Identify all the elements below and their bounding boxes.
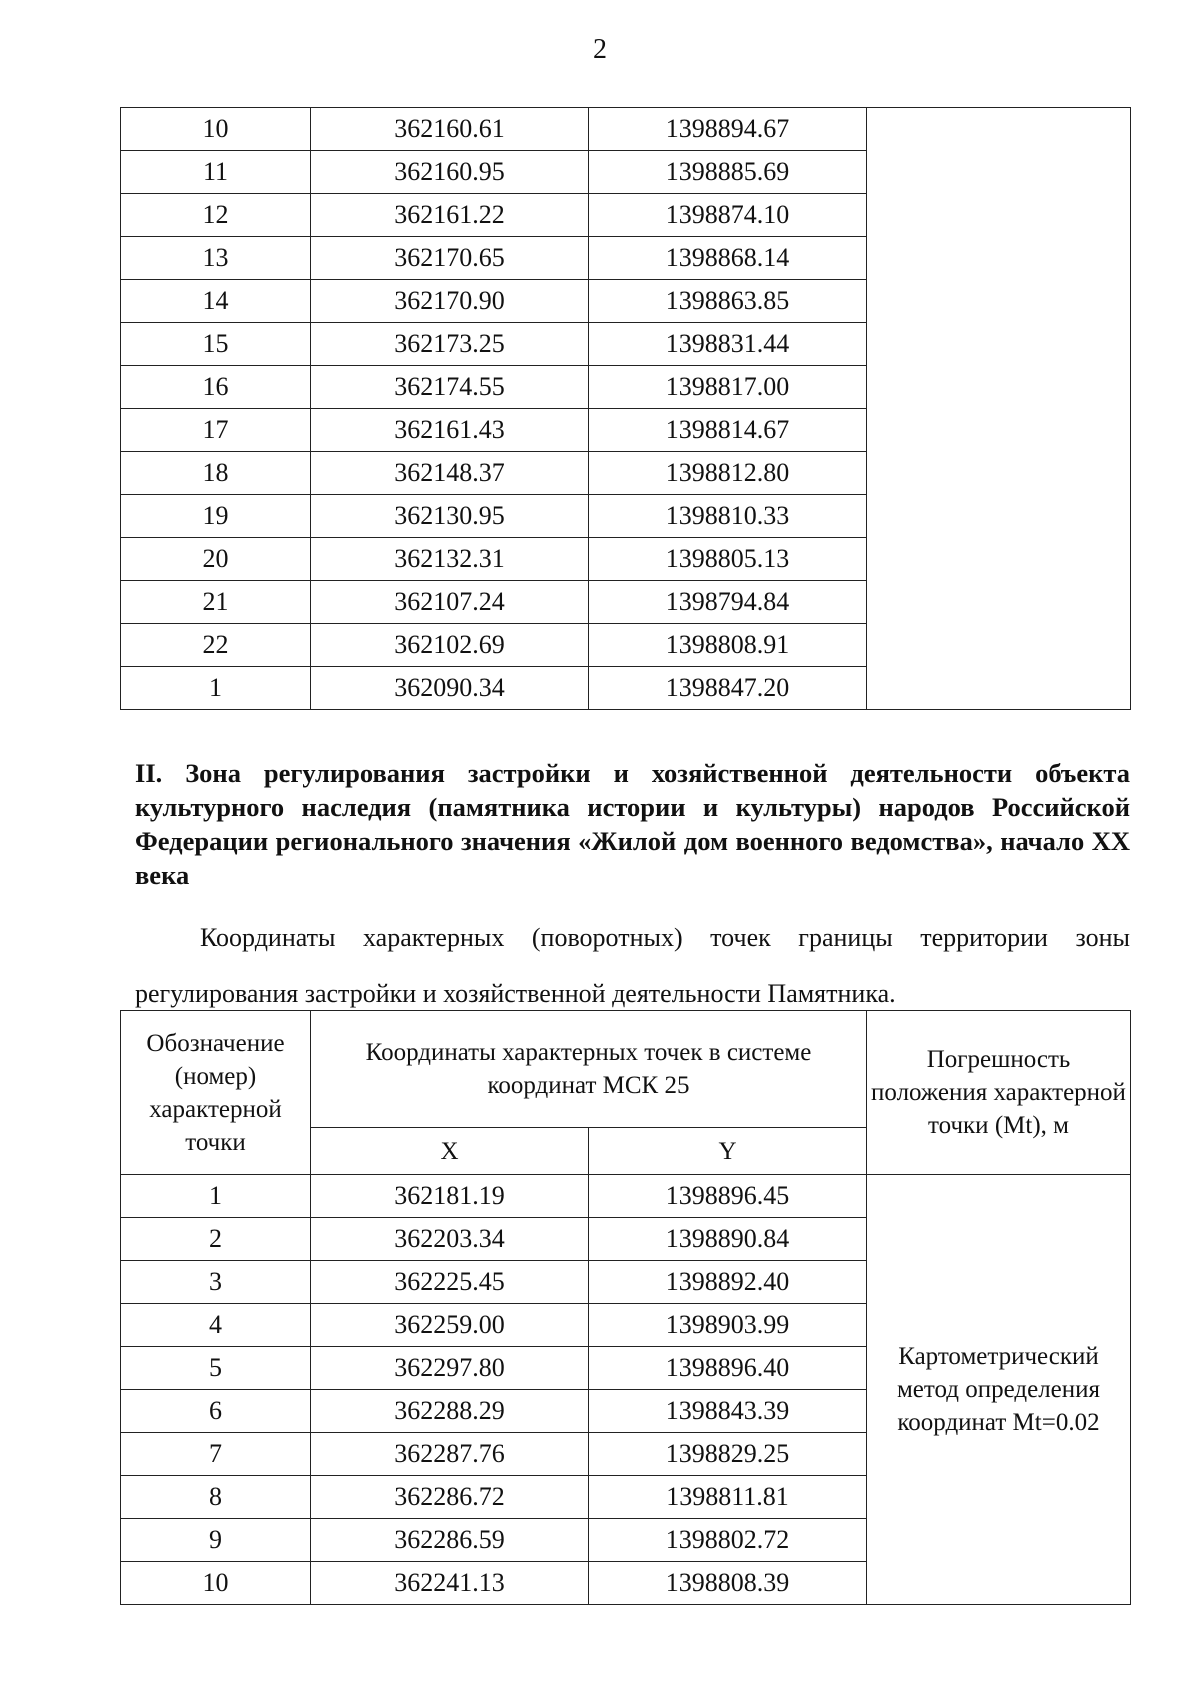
y-coordinate-cell: 1398890.84 [589, 1218, 867, 1261]
point-number-cell: 22 [121, 624, 311, 667]
x-coordinate-cell: 362161.43 [311, 409, 589, 452]
y-coordinate-cell: 1398868.14 [589, 237, 867, 280]
y-coordinate-cell: 1398863.85 [589, 280, 867, 323]
y-coordinate-cell: 1398892.40 [589, 1261, 867, 1304]
y-coordinate-cell: 1398874.10 [589, 194, 867, 237]
point-number-cell: 10 [121, 1562, 311, 1605]
point-number-cell: 18 [121, 452, 311, 495]
x-coordinate-cell: 362170.90 [311, 280, 589, 323]
x-coordinate-cell: 362259.00 [311, 1304, 589, 1347]
point-number-cell: 11 [121, 151, 311, 194]
point-number-cell: 20 [121, 538, 311, 581]
point-number-cell: 19 [121, 495, 311, 538]
y-coordinate-cell: 1398831.44 [589, 323, 867, 366]
point-number-cell: 10 [121, 108, 311, 151]
x-coordinate-cell: 362288.29 [311, 1390, 589, 1433]
y-coordinate-cell: 1398885.69 [589, 151, 867, 194]
x-coordinate-cell: 362286.72 [311, 1476, 589, 1519]
point-number-cell: 3 [121, 1261, 311, 1304]
section-intro-paragraph: Координаты характерных (поворотных) точек границы территории зоны регулирования застройки и хозяйственной деятельности Памятника. [135, 923, 1130, 1008]
coordinates-table-continued [120, 107, 1131, 710]
header-x: X [311, 1128, 589, 1175]
header-coordinates: Координаты характерных точек в системе координат МСК 25 [311, 1011, 867, 1128]
header-error: Погрешность положения характерной точки (Mt), м [867, 1011, 1131, 1175]
x-coordinate-cell: 362286.59 [311, 1519, 589, 1562]
point-number-cell: 5 [121, 1347, 311, 1390]
x-coordinate-cell: 362174.55 [311, 366, 589, 409]
point-number-cell: 7 [121, 1433, 311, 1476]
x-coordinate-cell: 362241.13 [311, 1562, 589, 1605]
header-y: Y [589, 1128, 867, 1175]
y-coordinate-cell: 1398808.91 [589, 624, 867, 667]
x-coordinate-cell: 362148.37 [311, 452, 589, 495]
method-note-cell: Картометрический метод определения координат Mt=0.02 [867, 1175, 1131, 1605]
y-coordinate-cell: 1398808.39 [589, 1562, 867, 1605]
point-number-cell: 21 [121, 581, 311, 624]
point-number-cell: 14 [121, 280, 311, 323]
header-designation: Обозначение (номер) характерной точки [121, 1011, 311, 1175]
point-number-cell: 12 [121, 194, 311, 237]
x-coordinate-cell: 362130.95 [311, 495, 589, 538]
x-coordinate-cell: 362297.80 [311, 1347, 589, 1390]
x-coordinate-cell: 362090.34 [311, 667, 589, 710]
x-coordinate-cell: 362132.31 [311, 538, 589, 581]
coordinates-table-zone [120, 1010, 1131, 1605]
point-number-cell: 2 [121, 1218, 311, 1261]
y-coordinate-cell: 1398829.25 [589, 1433, 867, 1476]
y-coordinate-cell: 1398814.67 [589, 409, 867, 452]
y-coordinate-cell: 1398896.40 [589, 1347, 867, 1390]
table-row [121, 108, 1131, 151]
x-coordinate-cell: 362173.25 [311, 323, 589, 366]
y-coordinate-cell: 1398896.45 [589, 1175, 867, 1218]
point-number-cell: 13 [121, 237, 311, 280]
y-coordinate-cell: 1398903.99 [589, 1304, 867, 1347]
x-coordinate-cell: 362160.61 [311, 108, 589, 151]
y-coordinate-cell: 1398811.81 [589, 1476, 867, 1519]
x-coordinate-cell: 362181.19 [311, 1175, 589, 1218]
y-coordinate-cell: 1398843.39 [589, 1390, 867, 1433]
point-number-cell: 1 [121, 667, 311, 710]
x-coordinate-cell: 362170.65 [311, 237, 589, 280]
y-coordinate-cell: 1398812.80 [589, 452, 867, 495]
y-coordinate-cell: 1398805.13 [589, 538, 867, 581]
point-number-cell: 9 [121, 1519, 311, 1562]
x-coordinate-cell: 362160.95 [311, 151, 589, 194]
x-coordinate-cell: 362102.69 [311, 624, 589, 667]
y-coordinate-cell: 1398794.84 [589, 581, 867, 624]
y-coordinate-cell: 1398847.20 [589, 667, 867, 710]
y-coordinate-cell: 1398894.67 [589, 108, 867, 151]
x-coordinate-cell: 362107.24 [311, 581, 589, 624]
section-heading: II. Зона регулирования застройки и хозяйственной деятельности объекта культурного наследия (памятника истории и культуры) народов Российской Федерации регионального значения «Жилой дом военного ведомства», начало XX века [135, 758, 1130, 890]
point-number-cell: 8 [121, 1476, 311, 1519]
point-number-cell: 1 [121, 1175, 311, 1218]
x-coordinate-cell: 362203.34 [311, 1218, 589, 1261]
point-number-cell: 6 [121, 1390, 311, 1433]
empty-merged-cell [867, 108, 1131, 710]
y-coordinate-cell: 1398810.33 [589, 495, 867, 538]
x-coordinate-cell: 362225.45 [311, 1261, 589, 1304]
point-number-cell: 17 [121, 409, 311, 452]
point-number-cell: 16 [121, 366, 311, 409]
y-coordinate-cell: 1398802.72 [589, 1519, 867, 1562]
y-coordinate-cell: 1398817.00 [589, 366, 867, 409]
x-coordinate-cell: 362161.22 [311, 194, 589, 237]
page-number: 2 [593, 34, 607, 65]
x-coordinate-cell: 362287.76 [311, 1433, 589, 1476]
point-number-cell: 15 [121, 323, 311, 366]
point-number-cell: 4 [121, 1304, 311, 1347]
table-row [121, 1175, 1131, 1218]
